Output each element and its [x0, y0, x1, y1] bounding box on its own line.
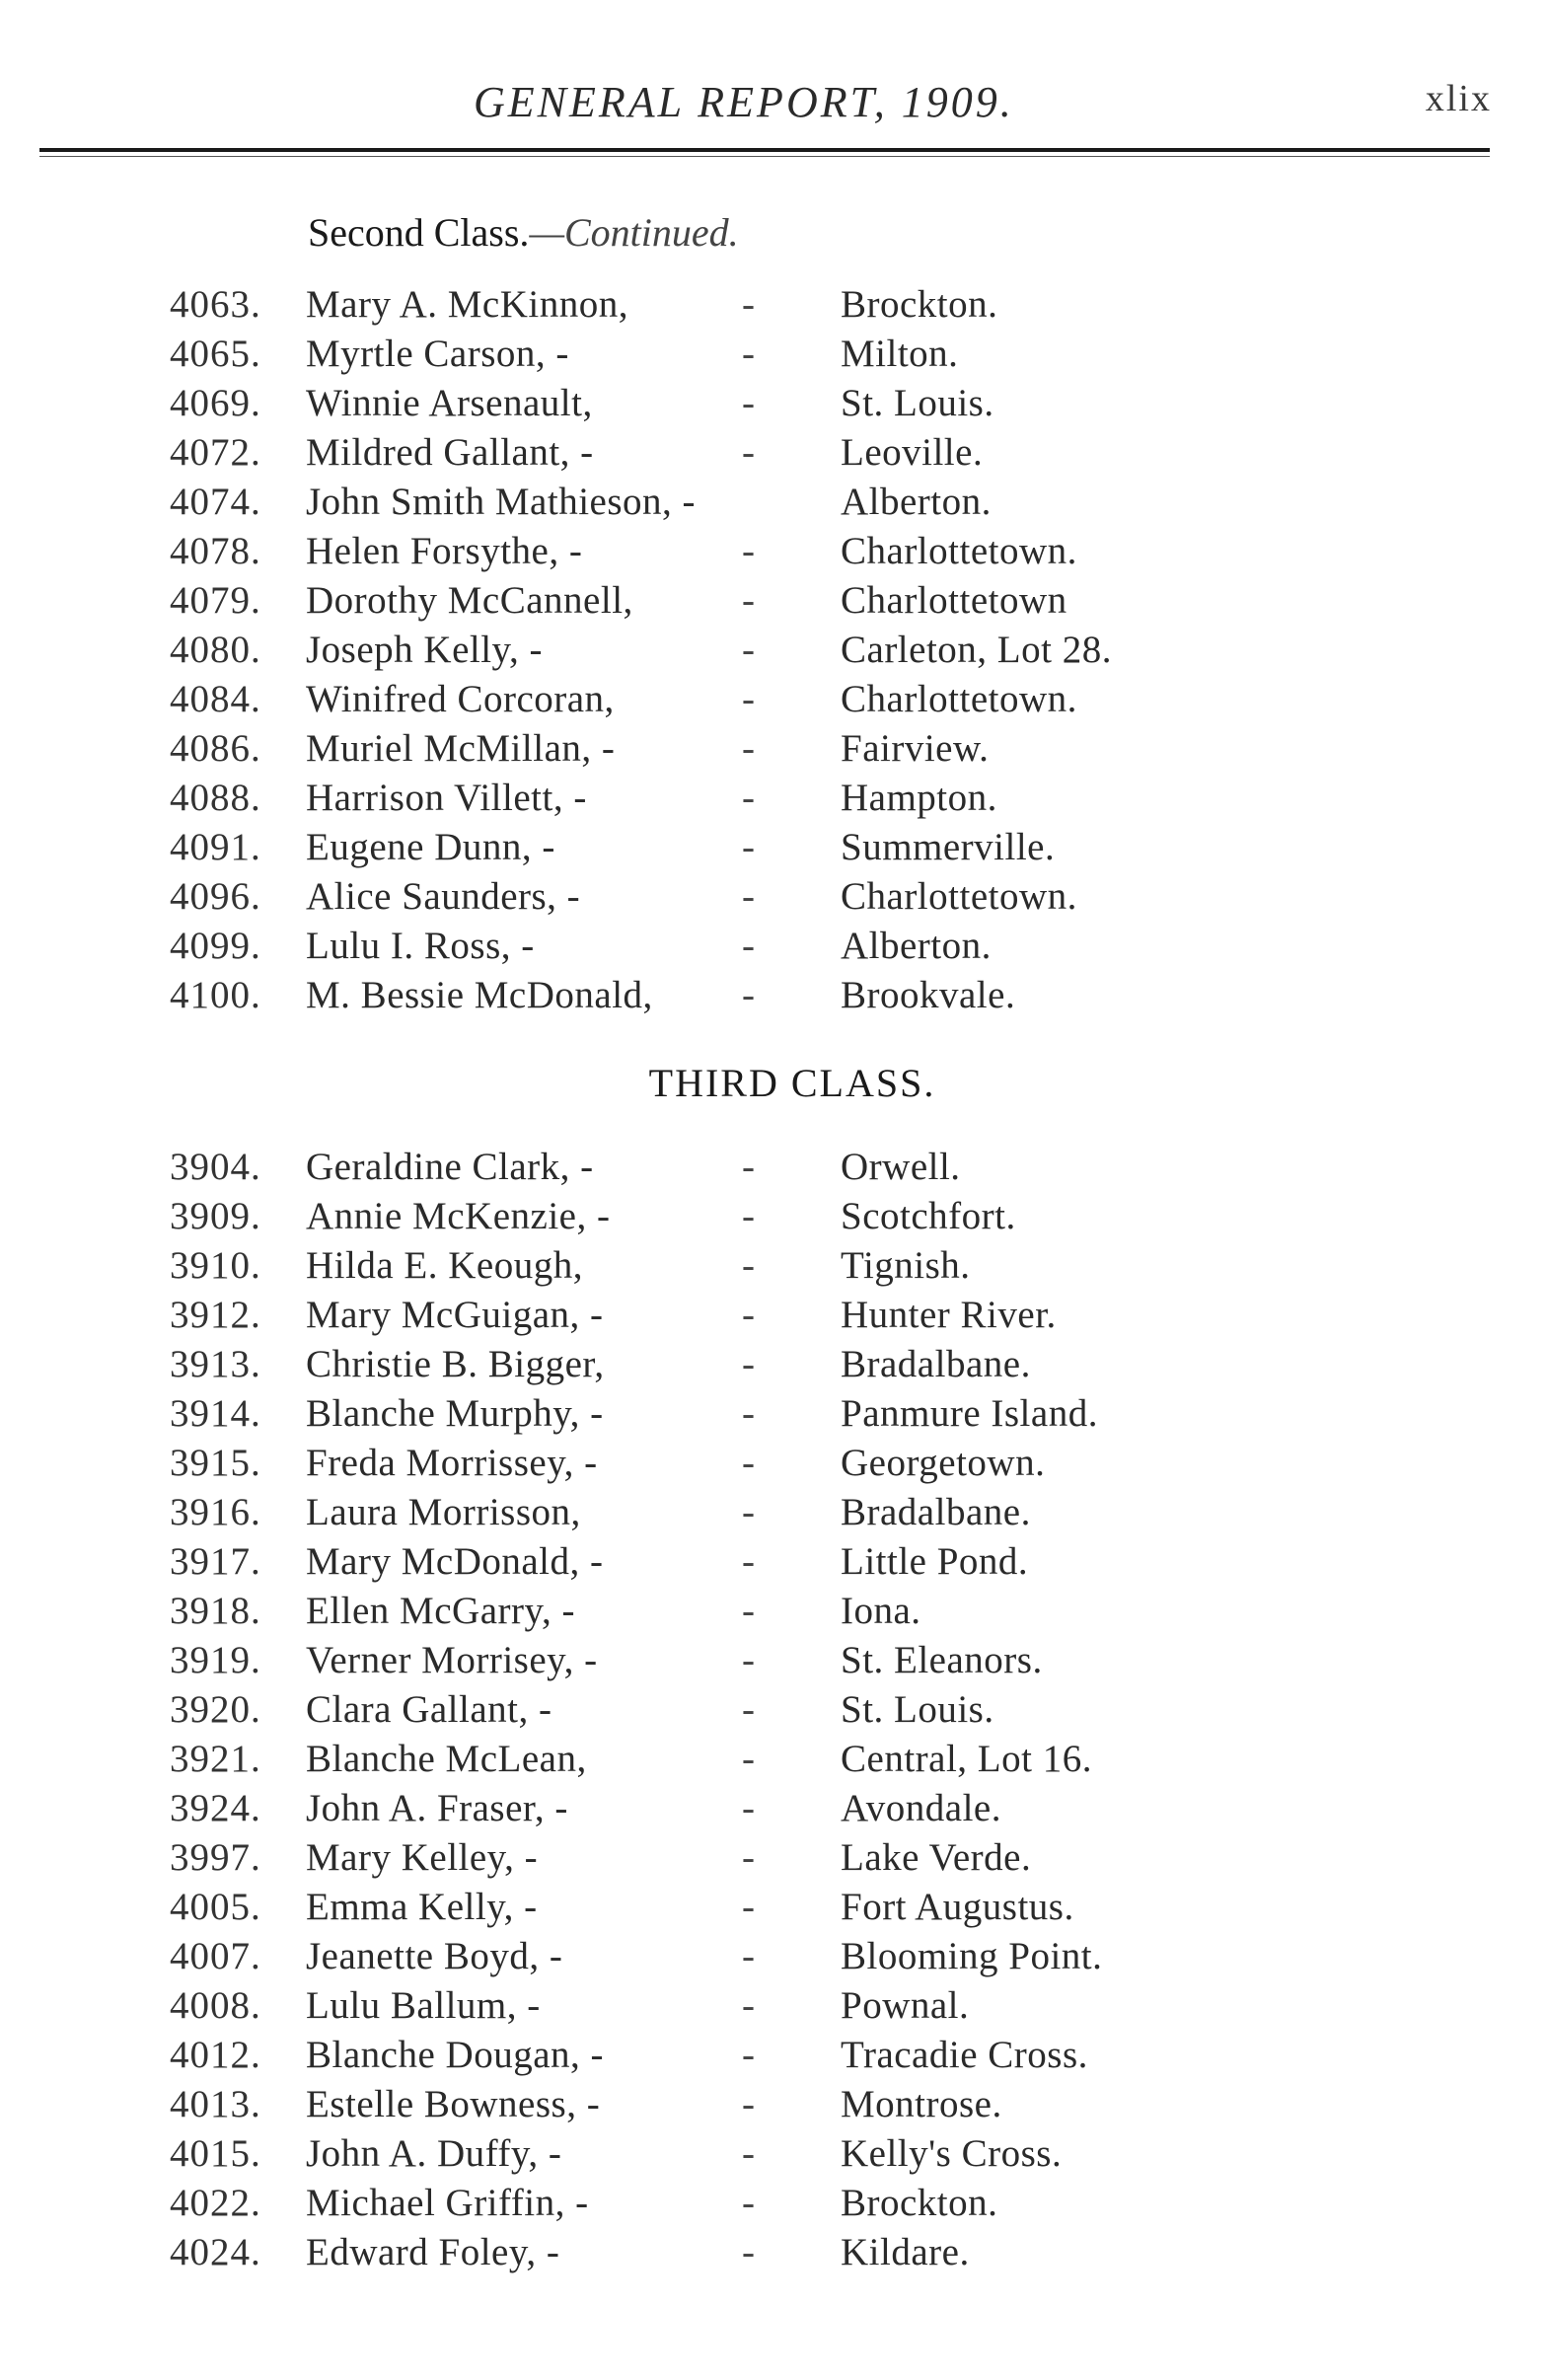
entry-separator: - [742, 1935, 755, 1977]
entry-name: Mary McDonald, - [306, 1540, 604, 1583]
list-row [0, 1934, 1545, 1983]
list-row [0, 874, 1545, 924]
entry-number: 3910. [170, 1244, 261, 1287]
entry-number: 4078. [170, 530, 261, 572]
entry-separator: - [742, 1244, 755, 1287]
entry-place: Bradalbane. [841, 1491, 1031, 1533]
list-row [0, 1441, 1545, 1490]
entry-separator: - [742, 1343, 755, 1385]
list-row [0, 529, 1545, 578]
entry-place: Montrose. [841, 2083, 1002, 2125]
list-row [0, 677, 1545, 726]
entry-name: Emma Kelly, - [306, 1886, 538, 1928]
entry-name: Mary A. McKinnon, [306, 283, 628, 326]
entry-place: Avondale. [841, 1787, 1001, 1829]
entry-place: St. Louis. [841, 1688, 994, 1731]
list-row [0, 1737, 1545, 1786]
entry-name: Blanche Dougan, - [306, 2034, 604, 2076]
entry-separator: - [742, 2083, 755, 2125]
list-row [0, 1391, 1545, 1441]
second-class-title: Second Class. [308, 210, 530, 255]
third-class-list [0, 1145, 1545, 2279]
entry-place: Central, Lot 16. [841, 1738, 1092, 1780]
entry-number: 4069. [170, 382, 261, 424]
entry-name: Mildred Gallant, - [306, 431, 594, 474]
header-rule [39, 148, 1490, 152]
entry-separator: - [742, 974, 755, 1016]
entry-place: Scotchfort. [841, 1195, 1016, 1237]
list-row [0, 332, 1545, 381]
entry-separator: - [742, 925, 755, 967]
entry-place: Milton. [841, 333, 959, 375]
list-row [0, 1786, 1545, 1835]
entry-number: 4022. [170, 2182, 261, 2224]
entry-name: Lulu Ballum, - [306, 1984, 541, 2027]
list-row [0, 973, 1545, 1022]
list-row [0, 1490, 1545, 1539]
entry-place: Kildare. [841, 2231, 970, 2273]
list-row [0, 578, 1545, 628]
list-row [0, 1293, 1545, 1342]
entry-place: Panmure Island. [841, 1392, 1098, 1435]
list-row [0, 1885, 1545, 1934]
entry-separator: - [742, 2034, 755, 2076]
entry-place: St. Louis. [841, 382, 994, 424]
entry-separator: - [742, 1540, 755, 1583]
entry-separator: - [742, 382, 755, 424]
entry-place: Fort Augustus. [841, 1886, 1074, 1928]
list-row [0, 1638, 1545, 1687]
entry-name: Blanche McLean, [306, 1738, 587, 1780]
entry-place: Alberton. [841, 481, 992, 523]
entry-separator: - [742, 2182, 755, 2224]
entry-number: 3921. [170, 1738, 261, 1780]
entry-number: 3916. [170, 1491, 261, 1533]
entry-number: 3917. [170, 1540, 261, 1583]
entry-name: Winifred Corcoran, [306, 678, 615, 720]
entry-name: Laura Morrisson, [306, 1491, 581, 1533]
entry-name: Clara Gallant, - [306, 1688, 552, 1731]
entry-place: Fairview. [841, 727, 990, 770]
entry-name: Michael Griffin, - [306, 2182, 589, 2224]
list-row [0, 2131, 1545, 2181]
entry-separator: - [742, 1195, 755, 1237]
entry-separator: - [742, 530, 755, 572]
entry-place: Brockton. [841, 2182, 998, 2224]
entry-name: Lulu I. Ross, - [306, 925, 535, 967]
entry-number: 4084. [170, 678, 261, 720]
entry-separator: - [742, 1146, 755, 1188]
entry-place: Leoville. [841, 431, 984, 474]
entry-name: John Smith Mathieson, - [306, 481, 697, 523]
entry-separator: - [742, 1738, 755, 1780]
entry-name: Harrison Villett, - [306, 777, 587, 819]
list-row [0, 2082, 1545, 2131]
entry-number: 4086. [170, 727, 261, 770]
entry-number: 4063. [170, 283, 261, 326]
list-row [0, 1342, 1545, 1391]
entry-separator: - [742, 1491, 755, 1533]
entry-name: Estelle Bowness, - [306, 2083, 601, 2125]
entry-separator: - [742, 1442, 755, 1484]
list-row [0, 2033, 1545, 2082]
entry-name: Hilda E. Keough, [306, 1244, 583, 1287]
entry-name: Winnie Arsenault, [306, 382, 593, 424]
entry-separator: - [742, 777, 755, 819]
entry-separator: - [742, 1392, 755, 1435]
entry-name: Helen Forsythe, - [306, 530, 583, 572]
entry-name: Ellen McGarry, - [306, 1590, 575, 1632]
entry-number: 3919. [170, 1639, 261, 1681]
entry-name: Freda Morrissey, - [306, 1442, 598, 1484]
entry-number: 4007. [170, 1935, 261, 1977]
entry-number: 4015. [170, 2132, 261, 2175]
entry-place: Blooming Point. [841, 1935, 1103, 1977]
entry-number: 3913. [170, 1343, 261, 1385]
entry-number: 3912. [170, 1294, 261, 1336]
entry-place: Tignish. [841, 1244, 971, 1287]
entry-place: Lake Verde. [841, 1836, 1032, 1879]
entry-number: 4099. [170, 925, 261, 967]
entry-place: Charlottetown. [841, 678, 1077, 720]
entry-place: Brookvale. [841, 974, 1016, 1016]
entry-name: Alice Saunders, - [306, 875, 581, 918]
third-class-heading: THIRD CLASS. [648, 1061, 936, 1105]
entry-name: Annie McKenzie, - [306, 1195, 611, 1237]
header-rule-thin [39, 156, 1490, 157]
list-row [0, 480, 1545, 529]
entry-number: 3904. [170, 1146, 261, 1188]
entry-name: John A. Duffy, - [306, 2132, 562, 2175]
entry-separator: - [742, 1787, 755, 1829]
entry-place: Hampton. [841, 777, 997, 819]
entry-number: 4024. [170, 2231, 261, 2273]
list-row [0, 1687, 1545, 1737]
entry-number: 4088. [170, 777, 261, 819]
entry-number: 3920. [170, 1688, 261, 1731]
entry-name: Verner Morrisey, - [306, 1639, 598, 1681]
entry-place: Little Pond. [841, 1540, 1029, 1583]
entry-number: 4013. [170, 2083, 261, 2125]
entry-place: Georgetown. [841, 1442, 1046, 1484]
entry-separator: - [742, 2132, 755, 2175]
entry-place: Charlottetown [841, 579, 1067, 622]
entry-place: Summerville. [841, 826, 1056, 868]
page-number: xlix [1425, 78, 1492, 119]
entry-number: 4012. [170, 2034, 261, 2076]
list-row [0, 726, 1545, 776]
entry-number: 3918. [170, 1590, 261, 1632]
entry-name: Blanche Murphy, - [306, 1392, 604, 1435]
entry-separator: - [742, 1984, 755, 2027]
entry-separator: - [742, 1836, 755, 1879]
list-row [0, 1243, 1545, 1293]
entry-number: 4072. [170, 431, 261, 474]
entry-number: 3909. [170, 1195, 261, 1237]
entry-separator: - [742, 579, 755, 622]
entry-place: Orwell. [841, 1146, 961, 1188]
entry-separator: - [742, 1688, 755, 1731]
entry-separator: - [742, 1886, 755, 1928]
entry-separator: - [742, 431, 755, 474]
second-class-heading [308, 209, 739, 256]
entry-name: Joseph Kelly, - [306, 629, 544, 671]
entry-name: Geraldine Clark, - [306, 1146, 594, 1188]
entry-name: Jeanette Boyd, - [306, 1935, 563, 1977]
entry-number: 4100. [170, 974, 261, 1016]
entry-place: Charlottetown. [841, 875, 1077, 918]
entry-number: 4096. [170, 875, 261, 918]
entry-separator: - [742, 333, 755, 375]
second-class-list [0, 282, 1545, 1022]
entry-number: 4074. [170, 481, 261, 523]
list-row [0, 1835, 1545, 1885]
entry-name: Muriel McMillan, - [306, 727, 616, 770]
entry-number: 3997. [170, 1836, 261, 1879]
list-row [0, 282, 1545, 332]
entry-number: 4005. [170, 1886, 261, 1928]
entry-number: 4008. [170, 1984, 261, 2027]
list-row [0, 1983, 1545, 2033]
entry-number: 3915. [170, 1442, 261, 1484]
list-row [0, 2230, 1545, 2279]
second-class-continued: —Continued. [529, 210, 739, 255]
running-title: GENERAL REPORT, 1909. [474, 78, 1014, 126]
entry-separator: - [742, 1590, 755, 1632]
entry-place: Brockton. [841, 283, 998, 326]
entry-place: Pownal. [841, 1984, 970, 2027]
entry-place: Carleton, Lot 28. [841, 629, 1112, 671]
list-row [0, 924, 1545, 973]
entry-number: 4065. [170, 333, 261, 375]
page-header [0, 77, 1545, 136]
entry-name: Mary Kelley, - [306, 1836, 539, 1879]
entry-separator: - [742, 1294, 755, 1336]
entry-separator: - [742, 678, 755, 720]
entry-separator: - [742, 875, 755, 918]
entry-separator: - [742, 2231, 755, 2273]
list-row [0, 1539, 1545, 1589]
list-row [0, 1194, 1545, 1243]
entry-number: 3914. [170, 1392, 261, 1435]
entry-place: Tracadie Cross. [841, 2034, 1088, 2076]
list-row [0, 825, 1545, 874]
entry-separator: - [742, 826, 755, 868]
entry-place: Charlottetown. [841, 530, 1077, 572]
entry-place: Kelly's Cross. [841, 2132, 1063, 2175]
entry-place: Bradalbane. [841, 1343, 1031, 1385]
list-row [0, 430, 1545, 480]
entry-place: Iona. [841, 1590, 921, 1632]
entry-name: Myrtle Carson, - [306, 333, 569, 375]
entry-place: Hunter River. [841, 1294, 1057, 1336]
entry-name: M. Bessie McDonald, [306, 974, 653, 1016]
entry-number: 4080. [170, 629, 261, 671]
entry-number: 4091. [170, 826, 261, 868]
entry-place: St. Eleanors. [841, 1639, 1043, 1681]
entry-separator: - [742, 727, 755, 770]
entry-name: Christie B. Bigger, [306, 1343, 605, 1385]
list-row [0, 2181, 1545, 2230]
entry-name: John A. Fraser, - [306, 1787, 568, 1829]
entry-name: Eugene Dunn, - [306, 826, 555, 868]
list-row [0, 1145, 1545, 1194]
entry-number: 4079. [170, 579, 261, 622]
entry-name: Dorothy McCannell, [306, 579, 633, 622]
entry-number: 3924. [170, 1787, 261, 1829]
entry-separator: - [742, 629, 755, 671]
list-row [0, 381, 1545, 430]
list-row [0, 1589, 1545, 1638]
entry-place: Alberton. [841, 925, 992, 967]
list-row [0, 776, 1545, 825]
entry-separator: - [742, 283, 755, 326]
entry-name: Edward Foley, - [306, 2231, 560, 2273]
entry-separator: - [742, 1639, 755, 1681]
list-row [0, 628, 1545, 677]
entry-name: Mary McGuigan, - [306, 1294, 604, 1336]
